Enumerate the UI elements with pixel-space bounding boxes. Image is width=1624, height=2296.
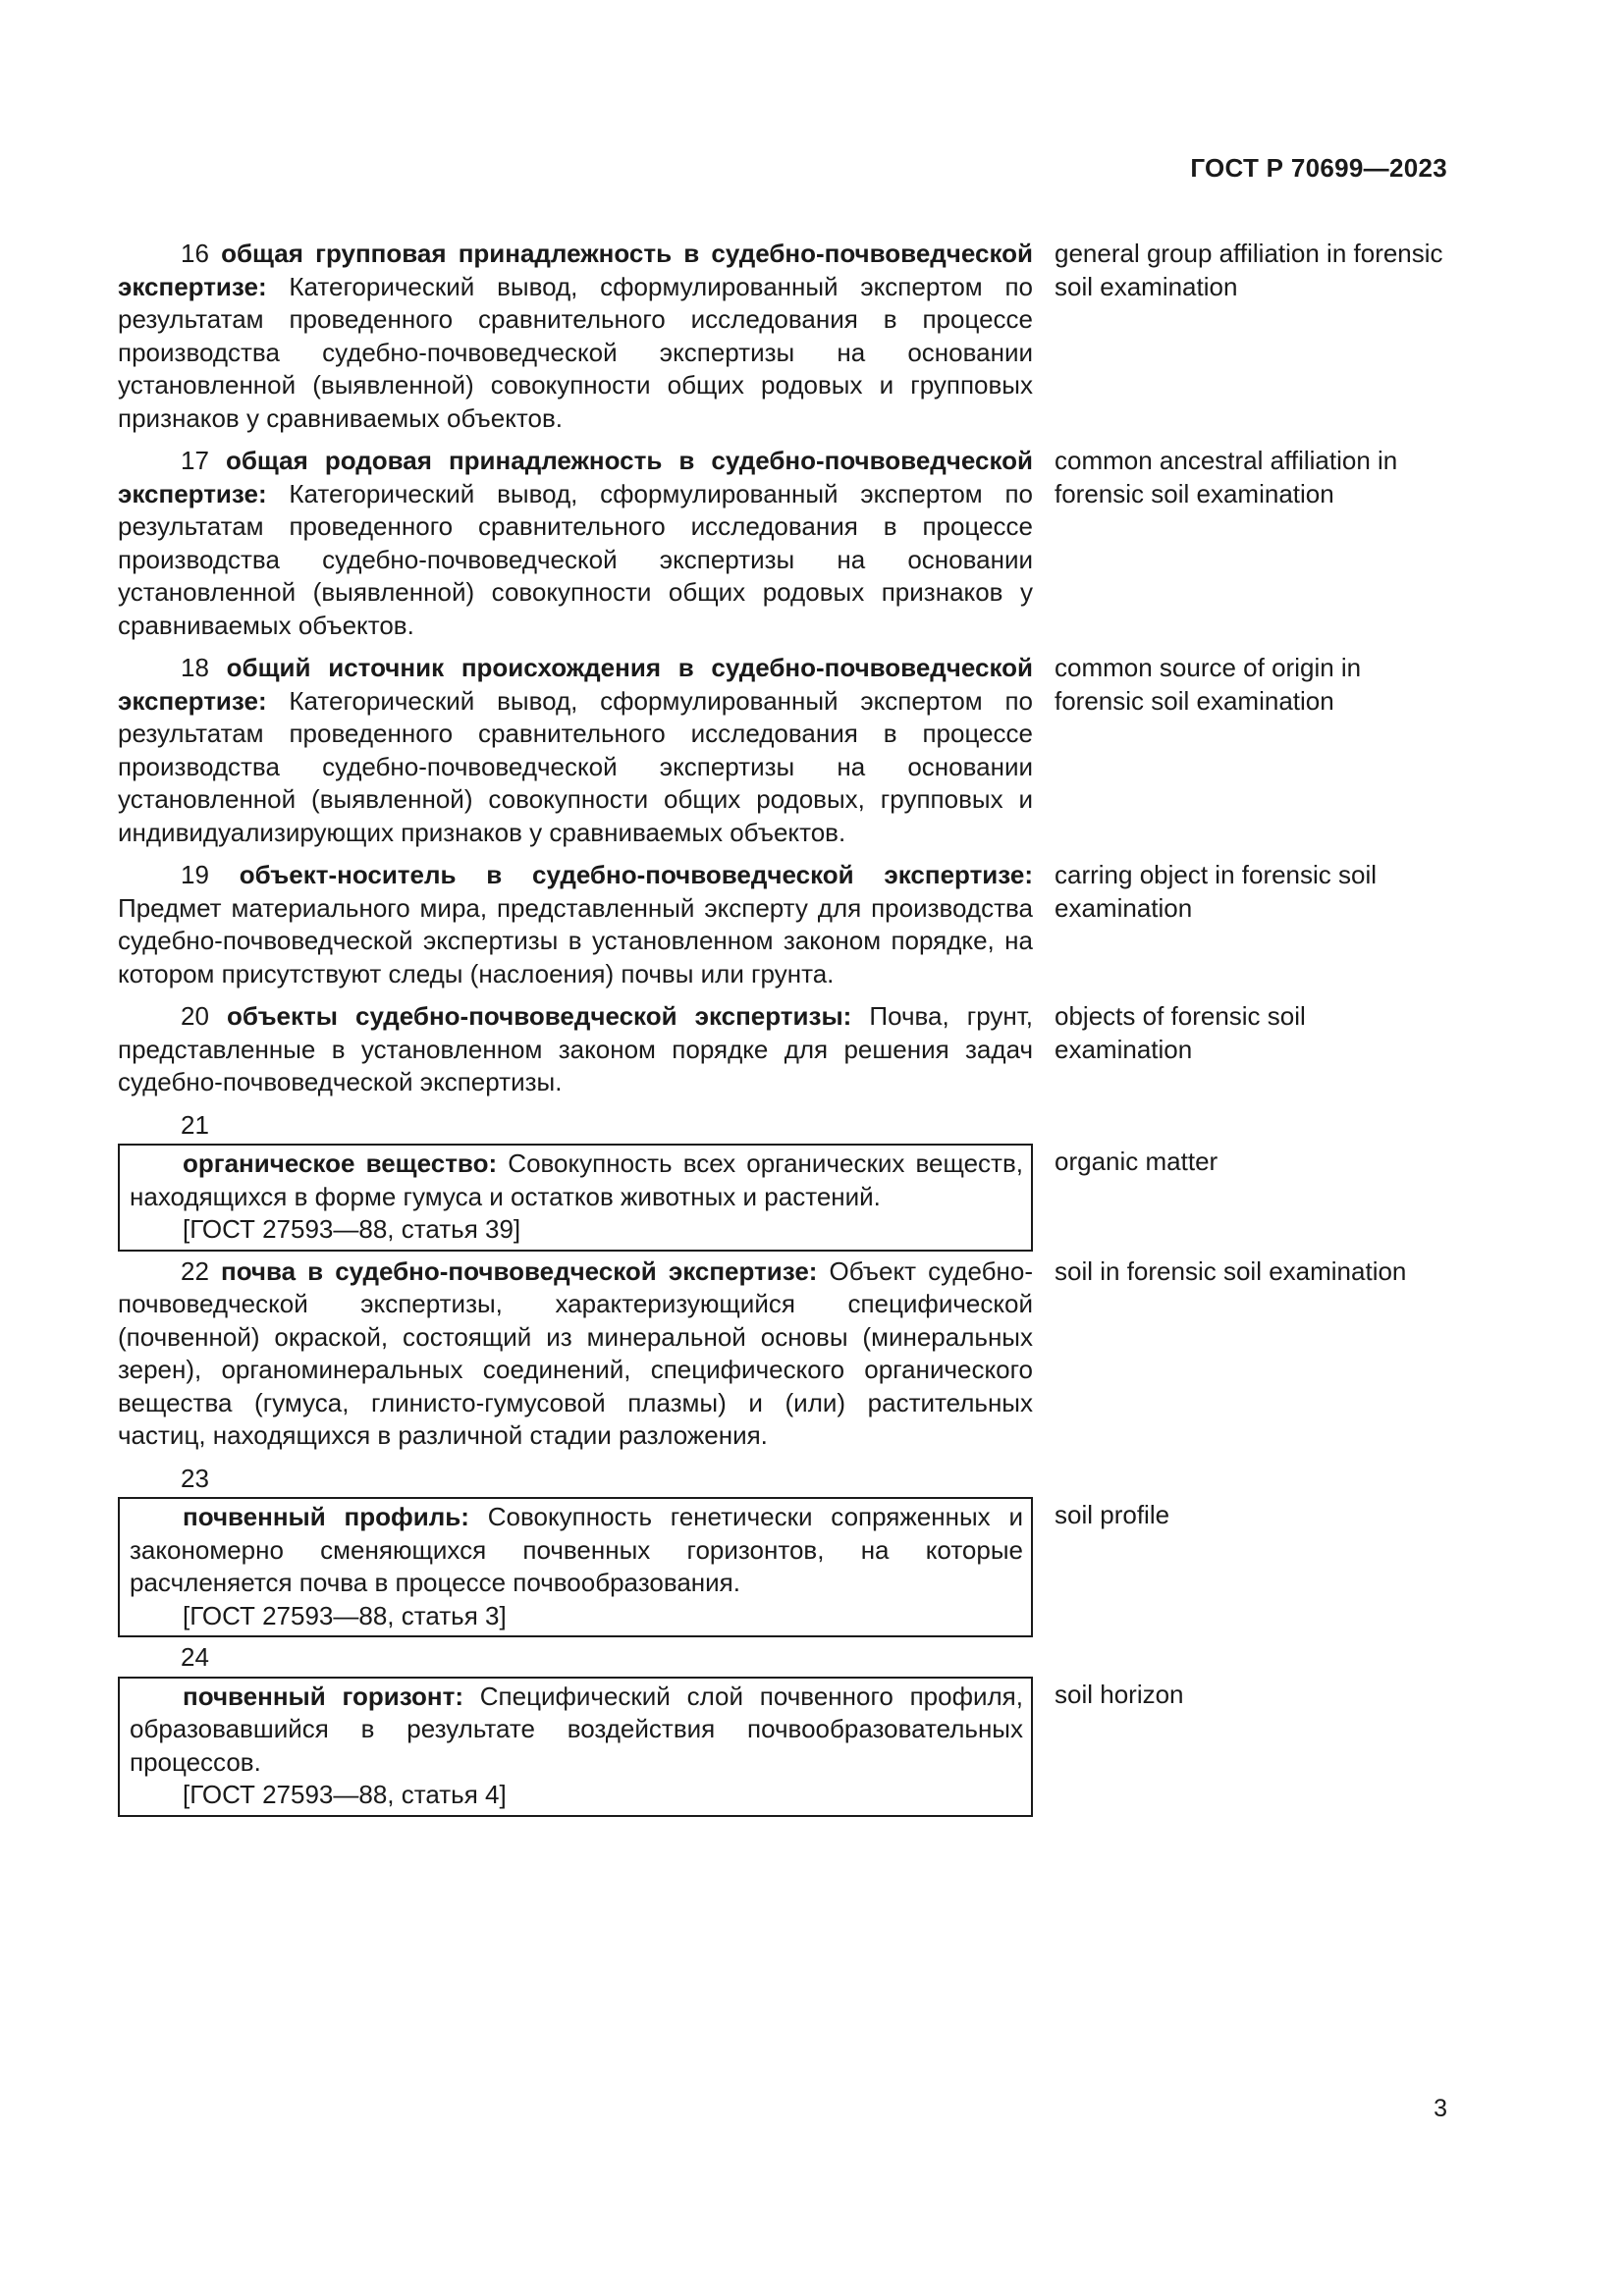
boxed-term-entry: [118, 1463, 1453, 1638]
term-reference: [ГОСТ 27593—88, статья 39]: [183, 1214, 521, 1244]
term-text: [118, 859, 1033, 990]
term-text: [118, 1255, 1033, 1453]
boxed-term-entry: [118, 1109, 1453, 1252]
term-name: почва в судебно-почвоведческой экспертизе:: [220, 1255, 818, 1286]
term-number: 21: [181, 1109, 209, 1140]
term-text: [118, 238, 1033, 435]
term-name: объекты судебно-почвоведческой экспертизы:: [226, 1001, 852, 1031]
term-english: objects of forensic soil examination: [1055, 1001, 1306, 1064]
term-english: soil profile: [1055, 1500, 1170, 1529]
standard-code: ГОСТ Р 70699—2023: [1190, 153, 1447, 183]
term-text: [118, 652, 1033, 849]
borrowed-term-box: [118, 1497, 1033, 1637]
term-english: common ancestral affiliation in forensic soil examination: [1055, 446, 1398, 508]
term-entry: [118, 445, 1453, 642]
term-definition: Почва, грунт, представленные в установленном законом порядке для решения задач судебно-почвоведческой экспертизы.: [118, 1001, 1034, 1096]
term-english: common source of origin in forensic soil examination: [1055, 653, 1362, 716]
term-text: [130, 1681, 1023, 1780]
term-definition: Объект судебно-почвоведческой экспертизы, характеризующийся специфической (почвенной) окраской, состоящий из минеральной основы (минеральных зерен), органоминеральных соединений, специфического органического вещества (гумуса, глинисто-гумусовой плазмы) и (или) растительных частиц, находящихся в различной стадии разложения.: [118, 1255, 1033, 1450]
borrowed-term-box: [118, 1144, 1033, 1252]
term-entry: [118, 859, 1453, 990]
term-number: 24: [181, 1642, 209, 1672]
term-definition: Совокупность всех органических веществ, находящихся в форме гумуса и остатков животных и растений.: [130, 1148, 1023, 1211]
boxed-term-entry: [118, 1641, 1453, 1817]
term-name: почвенный горизонт:: [183, 1681, 463, 1711]
terms-list: [118, 238, 1453, 1821]
term-number: 20: [181, 1001, 209, 1031]
term-definition: Предмет материального мира, представленный эксперту для производства судебно-почвоведческой экспертизы в установленном законом порядке, на котором присутствуют следы (наслоения) почвы или грунта.: [118, 892, 1033, 988]
term-number: 17: [181, 446, 209, 475]
term-name: общий источник происхождения в судебно-почвоведческой экспертизе:: [118, 653, 1033, 716]
term-text: [130, 1501, 1023, 1600]
term-number: 23: [181, 1463, 209, 1493]
term-definition: Специфический слой почвенного профиля, образовавшийся в результате воздействия почвообразовательных процессов.: [130, 1681, 1023, 1777]
term-english: soil horizon: [1055, 1679, 1184, 1709]
page-number: 3: [1434, 2095, 1447, 2122]
term-english: general group affiliation in forensic soil examination: [1055, 239, 1443, 301]
term-text: [118, 1000, 1033, 1099]
term-number: 19: [181, 860, 209, 889]
term-definition: Категорический вывод, сформулированный экспертом по результатам проведенного сравнительного исследования в процессе производства судебно-почвоведческой экспертизы на основании установленной (выявленной) совокупности общих родовых признаков у сравниваемых объектов.: [118, 478, 1033, 640]
term-number: 22: [181, 1255, 209, 1286]
term-definition: Совокупность генетически сопряженных и закономерно сменяющихся почвенных горизонтов, на которые расчленяется почва в процессе почвообразования.: [130, 1502, 1023, 1597]
borrowed-term-box: [118, 1677, 1033, 1817]
term-name: общая родовая принадлежность в судебно-почвоведческой экспертизе:: [118, 446, 1033, 508]
term-number: 18: [181, 653, 209, 682]
term-reference: [ГОСТ 27593—88, статья 3]: [183, 1600, 507, 1630]
term-entry: [118, 238, 1453, 435]
term-entry: [118, 1000, 1453, 1099]
term-definition: Категорический вывод, сформулированный экспертом по результатам проведенного сравнительного исследования в процессе производства судебно-почвоведческой экспертизы на основании установленной (выявленной) совокупности общих родовых, групповых и индивидуализирующих признаков у сравниваемых объектов.: [118, 685, 1033, 847]
term-number: 16: [181, 239, 209, 268]
term-entry: [118, 652, 1453, 849]
term-name: органическое вещество:: [183, 1148, 498, 1178]
term-english: soil in forensic soil examination: [1055, 1255, 1407, 1286]
term-english: carring object in forensic soil examination: [1055, 860, 1378, 923]
term-name: объект-носитель в судебно-почвоведческой экспертизе:: [239, 860, 1033, 889]
term-name: почвенный профиль:: [183, 1502, 469, 1531]
term-entry: [118, 1255, 1453, 1453]
term-english: organic matter: [1055, 1147, 1218, 1176]
term-reference: [ГОСТ 27593—88, статья 4]: [183, 1780, 507, 1809]
term-text: [130, 1148, 1023, 1213]
term-text: [118, 445, 1033, 642]
term-definition: Категорический вывод, сформулированный экспертом по результатам проведенного сравнительного исследования в процессе производства судебно-почвоведческой экспертизы на основании установленной (выявленной) совокупности общих родовых и групповых признаков у сравниваемых объектов.: [118, 271, 1033, 433]
term-name: общая групповая принадлежность в судебно-почвоведческой экспертизе:: [118, 239, 1033, 301]
